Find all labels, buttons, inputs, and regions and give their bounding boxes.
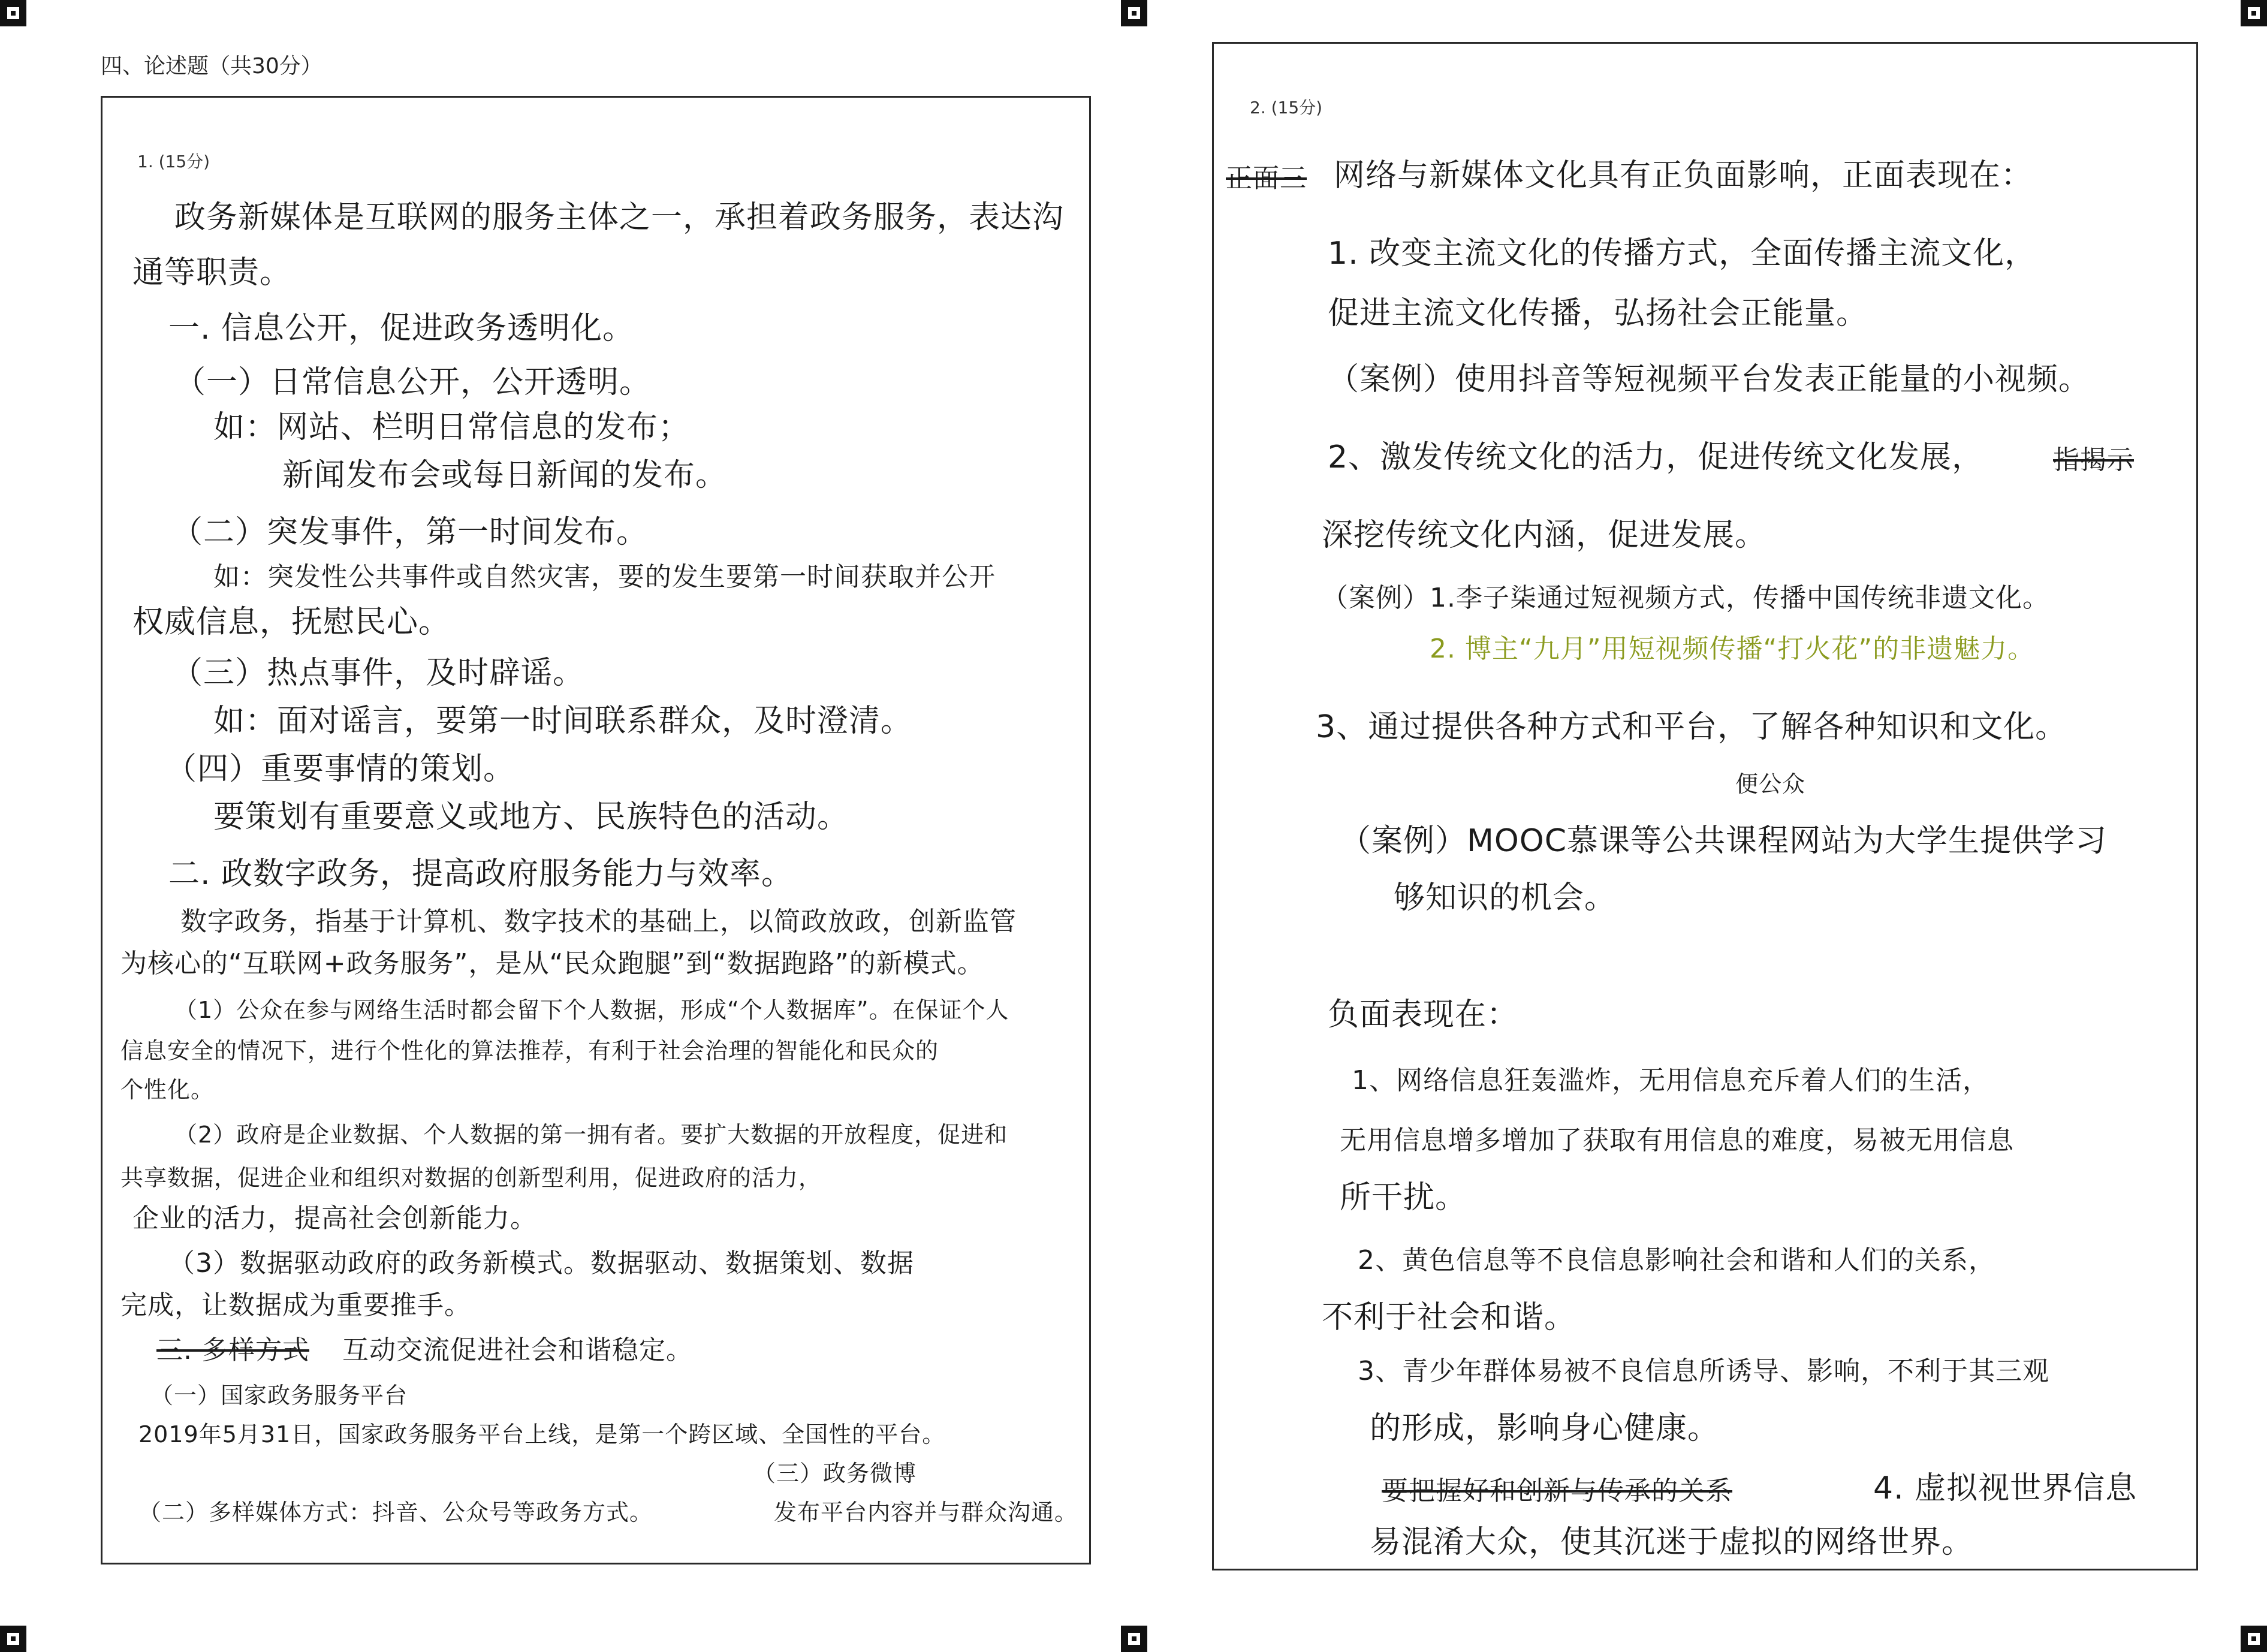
answer-line: 二. 政数字政务，提高政府服务能力与效率。 [168, 856, 794, 892]
answer-line: 如：面对谣言，要第一时间联系群众，及时澄清。 [213, 703, 913, 739]
answer-line: 为核心的“互联网+政务服务”，是从“民众跑腿”到“数据跑路”的新模式。 [120, 948, 984, 979]
answer-line: （一）国家政务服务平台 [150, 1382, 408, 1409]
answer-line: 2、激发传统文化的活力，促进传统文化发展， [1328, 439, 1984, 475]
answer-line: 4. 虚拟视世界信息 [1873, 1470, 2138, 1506]
registration-marker-top-center [1121, 0, 1147, 26]
answer-line: 所干扰。 [1340, 1180, 1467, 1216]
registration-marker-bottom-right [2241, 1626, 2267, 1652]
answer-line: （2）政府是企业数据、个人数据的第一拥有者。要扩大数据的开放程度，促进和 [174, 1122, 1008, 1148]
struck-text: 指揭示 [2053, 445, 2134, 475]
answer-line: （1）公众在参与网络生活时都会留下个人数据，形成“个人数据库”。在保证个人 [174, 997, 1009, 1023]
answer-line: 深挖传统文化内涵，促进发展。 [1322, 517, 1767, 553]
answer-line: （3）数据驱动政府的政务新模式。数据驱动、数据策划、数据 [168, 1248, 914, 1279]
answer-line: 共享数据，促进企业和组织对数据的创新型利用，促进政府的活力， [120, 1165, 822, 1191]
answer-line: 够知识的机会。 [1394, 880, 1617, 916]
registration-marker-top-left [0, 0, 26, 26]
answer-line: （案例）MOOC慕课等公共课程网站为大学生提供学习 [1340, 823, 2108, 859]
question-2-answer [1214, 44, 2196, 1569]
answer-line: （案例）使用抖音等短视频平台发表正能量的小视频。 [1328, 361, 2091, 397]
struck-text: 三. 多样方式 [156, 1335, 309, 1365]
answer-line: 要策划有重要意义或地方、民族特色的活动。 [213, 799, 849, 835]
answer-line: 易混淆大众，使其沉迷于虚拟的网络世界。 [1370, 1524, 1974, 1560]
registration-marker-bottom-left [0, 1626, 26, 1652]
registration-marker-top-right [2241, 0, 2267, 26]
answer-line: 通等职责。 [132, 255, 292, 291]
answer-line: （一）日常信息公开，公开透明。 [174, 364, 652, 400]
answer-line: （二）突发事件，第一时间发布。 [171, 514, 649, 550]
answer-line: 3、通过提供各种方式和平台，了解各种知识和文化。 [1316, 709, 2067, 745]
struck-text: 要把握好和创新与传承的关系 [1382, 1476, 1732, 1506]
answer-line: 1、网络信息狂轰滥炸，无用信息充斥着人们的生活， [1352, 1065, 1989, 1096]
answer-line: 政务新媒体是互联网的服务主体之一，承担着政务服务，表达沟 [174, 200, 1065, 236]
answer-box-question-2 [1212, 42, 2198, 1570]
answer-line: 的形成，影响身心健康。 [1370, 1410, 1720, 1446]
answer-line: （二）多样媒体方式：抖音、公众号等政务方式。 [138, 1499, 653, 1526]
answer-line: 2、黄色信息等不良信息影响社会和谐和人们的关系， [1358, 1245, 1995, 1276]
answer-line: 新闻发布会或每日新闻的发布。 [282, 457, 728, 493]
struck-text: 正面三 [1226, 163, 1307, 194]
answer-line: 完成，让数据成为重要推手。 [120, 1290, 471, 1321]
question-2-label: 2. (15分) [1250, 98, 1323, 117]
answer-line: 负面表现在： [1328, 997, 1519, 1033]
answer-line: 不利于社会和谐。 [1322, 1300, 1576, 1336]
answer-line: 3、青少年群体易被不良信息所诱导、影响，不利于其三观 [1358, 1356, 2049, 1386]
answer-line-green: 2. 博主“九月”用短视频传播“打火花”的非遗魅力。 [1430, 634, 2035, 664]
answer-line: 一. 信息公开，促进政务透明化。 [168, 310, 635, 346]
answer-box-question-1 [101, 96, 1091, 1564]
answer-line: 网络与新媒体文化具有正负面影响，正面表现在： [1334, 158, 2033, 194]
question-1-answer [103, 98, 1089, 1563]
answer-line: 无用信息增多增加了获取有用信息的难度，易被无用信息 [1340, 1125, 2014, 1156]
answer-line: （三）政务微博 [753, 1460, 917, 1487]
answer-line: 如：网站、栏明日常信息的发布； [213, 409, 691, 445]
answer-line: 互动交流促进社会和谐稳定。 [342, 1335, 693, 1365]
answer-line: 企业的活力，提高社会创新能力。 [132, 1203, 537, 1234]
answer-line: （四）重要事情的策划。 [165, 751, 515, 787]
answer-line: 促进主流文化传播，弘扬社会正能量。 [1328, 296, 1868, 331]
answer-line: 1. 改变主流文化的传播方式，全面传播主流文化， [1328, 236, 2037, 272]
answer-line: 发布平台内容并与群众沟通。 [774, 1499, 1078, 1526]
answer-line: 数字政务，指基于计算机、数字技术的基础上，以简政放政，创新监管 [180, 906, 1017, 937]
section-heading: 四、论述题（共30分） [101, 54, 322, 79]
registration-marker-bottom-center [1121, 1626, 1147, 1652]
answer-line: 如：突发性公共事件或自然灾害，要的发生要第一时间获取并公开 [213, 562, 996, 592]
answer-line: 2019年5月31日，国家政务服务平台上线，是第一个跨区域、全国性的平台。 [138, 1421, 946, 1448]
answer-line: （三）热点事件，及时辟谣。 [171, 655, 585, 691]
answer-line: （案例）1.李子柒通过短视频方式，传播中国传统非遗文化。 [1322, 583, 2049, 613]
question-1-label: 1. (15分) [137, 152, 210, 171]
answer-line: 个性化。 [120, 1077, 215, 1103]
insertion-note: 便公众 [1735, 771, 1806, 797]
answer-line: 权威信息，抚慰民心。 [132, 604, 451, 640]
answer-line: 信息安全的情况下，进行个性化的算法推荐，有利于社会治理的智能化和民众的 [120, 1038, 939, 1064]
